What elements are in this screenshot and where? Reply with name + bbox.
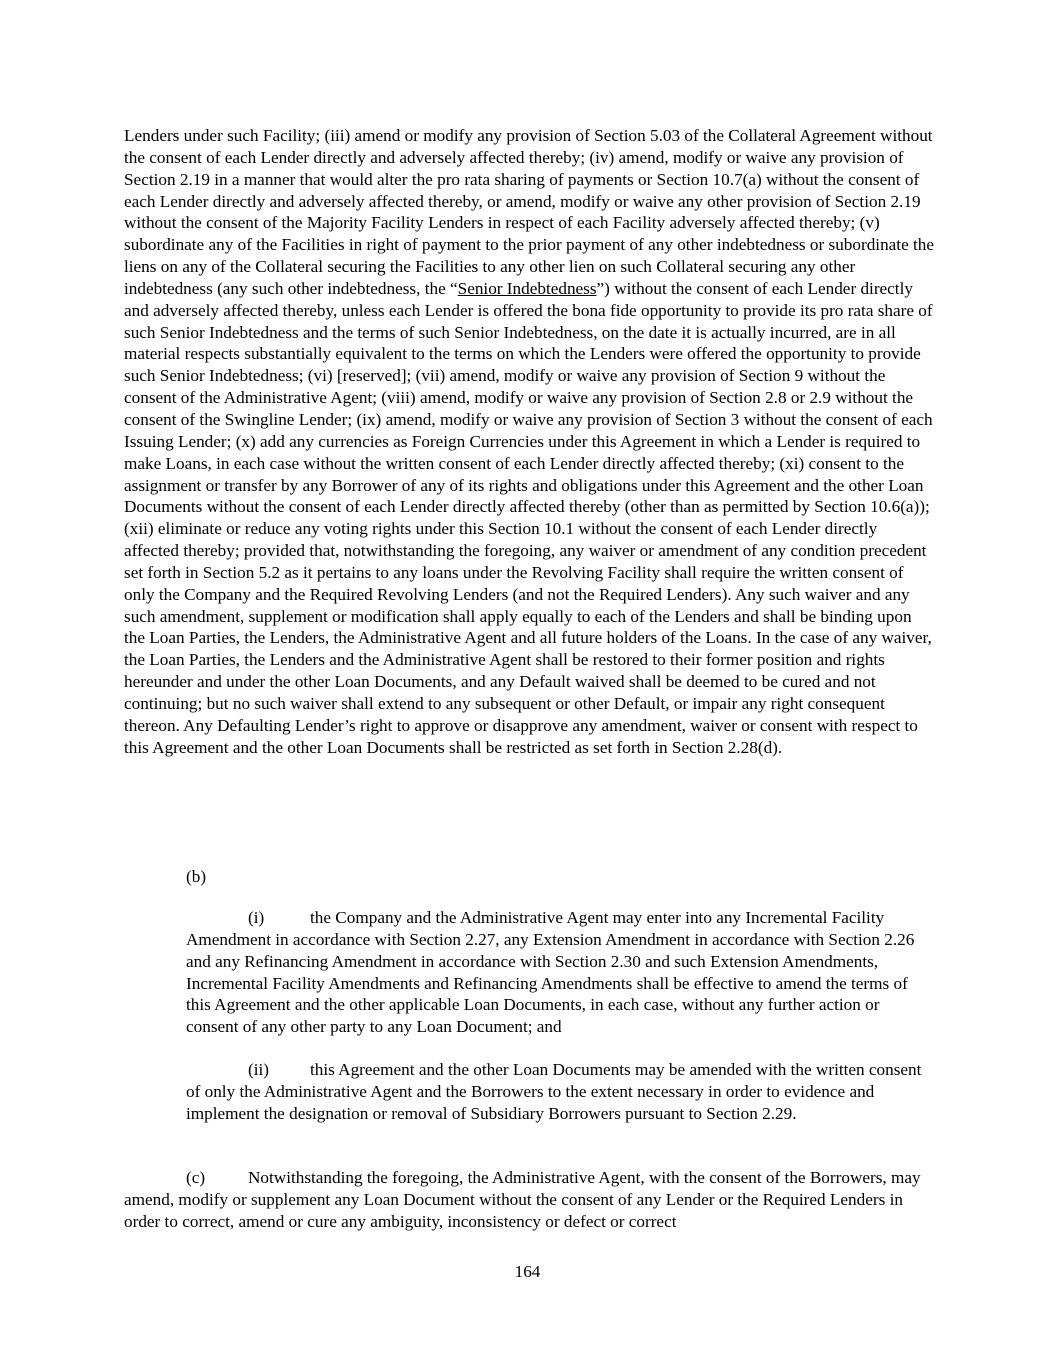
clause-b-ii-text: this Agreement and the other Loan Documents may be amended with the written consent of only the Administrative Agent and the Borrowers to the extent necessary in order to evidence and implement the designation or removal of Subsidiary Borrowers pursuant to Section 2.29. [186,1060,922,1123]
page-number: 164 [514,1262,541,1281]
clause-b-i-text: the Company and the Administrative Agent may enter into any Incremental Facility Amendment in accordance with Section 2.27, any Extension Amendment in accordance with Section 2.26 and any Refinancing Amendment in accordance with Section 2.30 and such Extension Amendments, Incremental Facility Amendments and Refinancing Amendments shall be effective to amend the terms of this Agreement and the other applicable Loan Documents, in each case, without any further action or consent of any other party to any Loan Document; and [186,908,915,1037]
clause-b-ii-label: (ii) [248,1060,269,1079]
clause-b-ii [186,1059,926,1125]
clause-b-i-label: (i) [248,908,265,927]
clause-c [124,1167,934,1233]
clause-c-label: (c) [186,1168,206,1187]
clause-b-label: (b) [186,867,207,886]
paragraph-amendment-provisions [124,125,934,758]
clause-c-text: Notwithstanding the foregoing, the Administrative Agent, with the consent of the Borrowers, may amend, modify or supplement any Loan Document without the consent of any Lender or the Required Lenders in order to correct, amend or cure any ambiguity, inconsistency or defect or correct [124,1168,921,1231]
paragraph-text-part-1: Lenders under such Facility; (iii) amend or modify any provision of Section 5.03 of the Collateral Agreement without the consent of each Lender directly and adversely affected thereby; (iv) amend, modify or waive any provision of Section 2.19 in a manner that would alter the pro rata sharing of payments or Section 10.7(a) without the consent of each Lender directly and adversely affected thereby, or amend, modify or waive any other provision of Section 2.19 without the consent of the Majority Facility Lenders in respect of each Facility adversely affected thereby; (v) subordinate any of the Facilities in right of payment to the prior payment of any other indebtedness or subordinate the liens on any of the Collateral securing the Facilities to any other lien on such Collateral securing any other indebtedness (any such other indebtedness, the “ [124,126,934,298]
defined-term-senior-indebtedness: Senior Indebtedness [457,278,597,298]
clause-b-i [186,907,926,1038]
paragraph-text-part-2: ”) without the consent of each Lender directly and adversely affected thereby, unless each Lender is offered the bona fide opportunity to provide its pro rata share of such Senior Indebtedness and the terms of such Senior Indebtedness, on the date it is actually incurred, are in all material respects substantially equivalent to the terms on which the Lenders were offered the opportunity to provide such Senior Indebtedness; (vi) [reserved]; (vii) amend, modify or waive any provision of Section 9 without the consent of the Administrative Agent; (viii) amend, modify or waive any provision of Section 2.8 or 2.9 without the consent of the Swingline Lender; (ix) amend, modify or waive any provision of Section 3 without the consent of each Issuing Lender; (x) add any currencies as Foreign Currencies under this Agreement in which a Lender is required to make Loans, in each case without the written consent of each Lender directly affected thereby; (xi) consent to the assignment or transfer by any Borrower of any of its rights and obligations under this Agreement and the other Loan Documents without the consent of each Lender directly affected thereby (other than as permitted by Section 10.6(a)); (xii) eliminate or reduce any voting rights under this Section 10.1 without the consent of each Lender directly affected thereby; provided that, notwithstanding the foregoing, any waiver or amendment of any condition precedent set forth in Section 5.2 as it pertains to any loans under the Revolving Facility shall require the written consent of only the Company and the Required Revolving Lenders (and not the Required Lenders). Any such waiver and any such amendment, supplement or modification shall apply equally to each of the Lenders and shall be binding upon the Loan Parties, the Lenders, the Administrative Agent and all future holders of the Loans. In the case of any waiver, the Loan Parties, the Lenders and the Administrative Agent shall be restored to their former position and rights hereunder and under the other Loan Documents, and any Default waived shall be deemed to be cured and not continuing; but no such waiver shall extend to any subsequent or other Default, or impair any right consequent thereon. Any Defaulting Lender’s right to approve or disapprove any amendment, waiver or consent with respect to this Agreement and the other Loan Documents shall be restricted as set forth in Section 2.28(d). [124,278,933,757]
